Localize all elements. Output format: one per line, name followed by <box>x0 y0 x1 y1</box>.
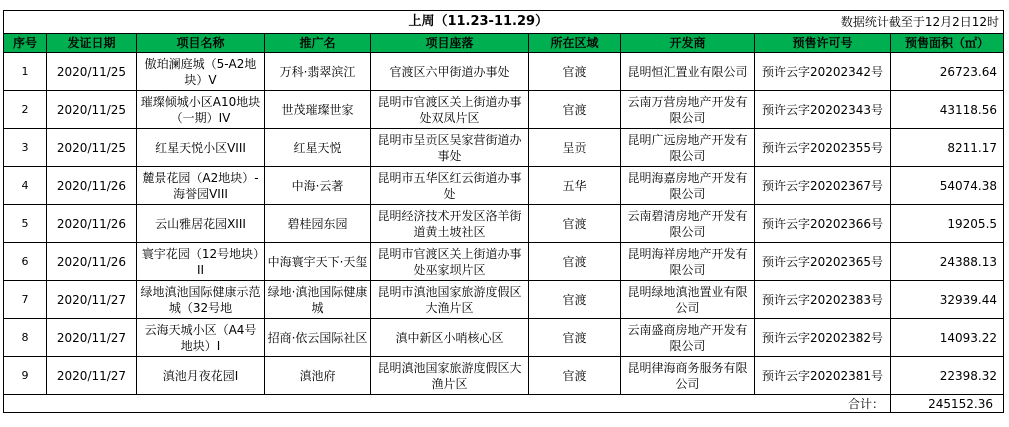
table-row[interactable] <box>4 53 1004 91</box>
cell-date[interactable]: 2020/11/26 <box>47 167 137 205</box>
cell-developer[interactable]: 云南万营房地产开发有限公司 <box>621 91 755 129</box>
stats-note: 数据统计截至于12月2日12时 <box>755 11 1004 34</box>
header-developer: 开发商 <box>621 34 755 53</box>
table-row[interactable] <box>4 91 1004 129</box>
cell-area[interactable]: 19205.5 <box>891 205 1004 243</box>
cell-district[interactable]: 五华 <box>529 167 621 205</box>
cell-project[interactable]: 云山雅居花园XIII <box>137 205 265 243</box>
header-date: 发证日期 <box>47 34 137 53</box>
cell-location[interactable]: 昆明市滇池国家旅游度假区大渔片区 <box>371 281 529 319</box>
cell-district[interactable]: 呈贡 <box>529 129 621 167</box>
header-project: 项目名称 <box>137 34 265 53</box>
cell-developer[interactable]: 昆明律海商务服务有限公司 <box>621 357 755 395</box>
cell-district[interactable]: 官渡 <box>529 243 621 281</box>
header-promo: 推广名 <box>265 34 371 53</box>
cell-area[interactable]: 8211.17 <box>891 129 1004 167</box>
cell-developer[interactable]: 昆明海嘉房地产开发有限公司 <box>621 167 755 205</box>
cell-date[interactable]: 2020/11/27 <box>47 357 137 395</box>
header-permit: 预售许可号 <box>755 34 891 53</box>
cell-area[interactable]: 54074.38 <box>891 167 1004 205</box>
cell-area[interactable]: 43118.56 <box>891 91 1004 129</box>
cell-district[interactable]: 官渡 <box>529 53 621 91</box>
total-label: 合计： <box>4 395 891 413</box>
cell-area[interactable]: 26723.64 <box>891 53 1004 91</box>
cell-date[interactable]: 2020/11/26 <box>47 205 137 243</box>
cell-permit[interactable]: 预许云字20202367号 <box>755 167 891 205</box>
cell-district[interactable]: 官渡 <box>529 281 621 319</box>
header-row <box>4 34 1004 53</box>
cell-promo[interactable]: 碧桂园东园 <box>265 205 371 243</box>
cell-serial[interactable]: 7 <box>4 281 47 319</box>
title-row <box>4 11 1004 34</box>
cell-project[interactable]: 红星天悦小区VIII <box>137 129 265 167</box>
cell-project[interactable]: 绿地滇池国际健康示范城（32号地 <box>137 281 265 319</box>
cell-district[interactable]: 官渡 <box>529 357 621 395</box>
header-district: 所在区域 <box>529 34 621 53</box>
cell-area[interactable]: 14093.22 <box>891 319 1004 357</box>
cell-date[interactable]: 2020/11/25 <box>47 91 137 129</box>
cell-date[interactable]: 2020/11/27 <box>47 319 137 357</box>
cell-serial[interactable]: 5 <box>4 205 47 243</box>
cell-location[interactable]: 昆明市五华区红云街道办事处 <box>371 167 529 205</box>
cell-serial[interactable]: 3 <box>4 129 47 167</box>
cell-promo[interactable]: 滇池府 <box>265 357 371 395</box>
cell-promo[interactable]: 红星天悦 <box>265 129 371 167</box>
total-value[interactable]: 245152.36 <box>891 395 1004 413</box>
cell-date[interactable]: 2020/11/25 <box>47 129 137 167</box>
cell-permit[interactable]: 预许云字20202365号 <box>755 243 891 281</box>
cell-project[interactable]: 寰宇花园（12号地块）II <box>137 243 265 281</box>
cell-area[interactable]: 22398.32 <box>891 357 1004 395</box>
cell-permit[interactable]: 预许云字20202383号 <box>755 281 891 319</box>
cell-project[interactable]: 璀璨倾城小区A10地块（一期）IV <box>137 91 265 129</box>
cell-project[interactable]: 麓景花园（A2地块）-海誉园VIII <box>137 167 265 205</box>
table-row[interactable] <box>4 167 1004 205</box>
table-row[interactable] <box>4 205 1004 243</box>
cell-area[interactable]: 24388.13 <box>891 243 1004 281</box>
cell-area[interactable]: 32939.44 <box>891 281 1004 319</box>
cell-serial[interactable]: 6 <box>4 243 47 281</box>
total-row <box>4 395 1004 413</box>
cell-date[interactable]: 2020/11/25 <box>47 53 137 91</box>
header-area: 预售面积（㎡） <box>891 34 1004 53</box>
table-row[interactable] <box>4 319 1004 357</box>
cell-serial[interactable]: 1 <box>4 53 47 91</box>
cell-serial[interactable]: 4 <box>4 167 47 205</box>
cell-developer[interactable]: 云南碧清房地产开发有限公司 <box>621 205 755 243</box>
cell-promo[interactable]: 绿地·滇池国际健康城 <box>265 281 371 319</box>
cell-location[interactable]: 昆明滇池国家旅游度假区大渔片区 <box>371 357 529 395</box>
cell-permit[interactable]: 预许云字20202343号 <box>755 91 891 129</box>
cell-project[interactable]: 滇池月夜花园I <box>137 357 265 395</box>
cell-serial[interactable]: 2 <box>4 91 47 129</box>
table-row[interactable] <box>4 357 1004 395</box>
cell-developer[interactable]: 云南盛商房地产开发有限公司 <box>621 319 755 357</box>
cell-district[interactable]: 官渡 <box>529 91 621 129</box>
cell-date[interactable]: 2020/11/27 <box>47 281 137 319</box>
cell-promo[interactable]: 世茂璀璨世家 <box>265 91 371 129</box>
cell-developer[interactable]: 昆明恒汇置业有限公司 <box>621 53 755 91</box>
cell-permit[interactable]: 预许云字20202342号 <box>755 53 891 91</box>
cell-location[interactable]: 昆明市呈贡区吴家营街道办事处 <box>371 129 529 167</box>
cell-serial[interactable]: 9 <box>4 357 47 395</box>
cell-developer[interactable]: 昆明绿地滇池置业有限公司 <box>621 281 755 319</box>
table-row[interactable] <box>4 281 1004 319</box>
report-title: 上周（11.23-11.29） <box>4 11 755 34</box>
cell-promo[interactable]: 招商·依云国际社区 <box>265 319 371 357</box>
cell-district[interactable]: 官渡 <box>529 205 621 243</box>
presale-table <box>3 10 1004 413</box>
cell-promo[interactable]: 中海寰宇天下·天玺 <box>265 243 371 281</box>
cell-location[interactable]: 昆明市官渡区关上街道办事处巫家坝片区 <box>371 243 529 281</box>
cell-location[interactable]: 官渡区六甲街道办事处 <box>371 53 529 91</box>
cell-location[interactable]: 昆明经济技术开发区洛羊街道黄土坡社区 <box>371 205 529 243</box>
cell-location[interactable]: 滇中新区小哨核心区 <box>371 319 529 357</box>
cell-developer[interactable]: 昆明海祥房地产开发有限公司 <box>621 243 755 281</box>
header-location: 项目座落 <box>371 34 529 53</box>
cell-project[interactable]: 傲珀澜庭城（5-A2地块）V <box>137 53 265 91</box>
header-serial: 序号 <box>4 34 47 53</box>
cell-date[interactable]: 2020/11/26 <box>47 243 137 281</box>
cell-district[interactable]: 官渡 <box>529 319 621 357</box>
cell-permit[interactable]: 预许云字20202381号 <box>755 357 891 395</box>
cell-permit[interactable]: 预许云字20202366号 <box>755 205 891 243</box>
cell-permit[interactable]: 预许云字20202355号 <box>755 129 891 167</box>
cell-location[interactable]: 昆明市官渡区关上街道办事处双凤片区 <box>371 91 529 129</box>
cell-project[interactable]: 云海天城小区（A4号地块）I <box>137 319 265 357</box>
cell-promo[interactable]: 万科·翡翠滨江 <box>265 53 371 91</box>
cell-permit[interactable]: 预许云字20202382号 <box>755 319 891 357</box>
cell-promo[interactable]: 中海·云著 <box>265 167 371 205</box>
table-row[interactable] <box>4 243 1004 281</box>
cell-developer[interactable]: 昆明广远房地产开发有限公司 <box>621 129 755 167</box>
cell-serial[interactable]: 8 <box>4 319 47 357</box>
table-row[interactable] <box>4 129 1004 167</box>
